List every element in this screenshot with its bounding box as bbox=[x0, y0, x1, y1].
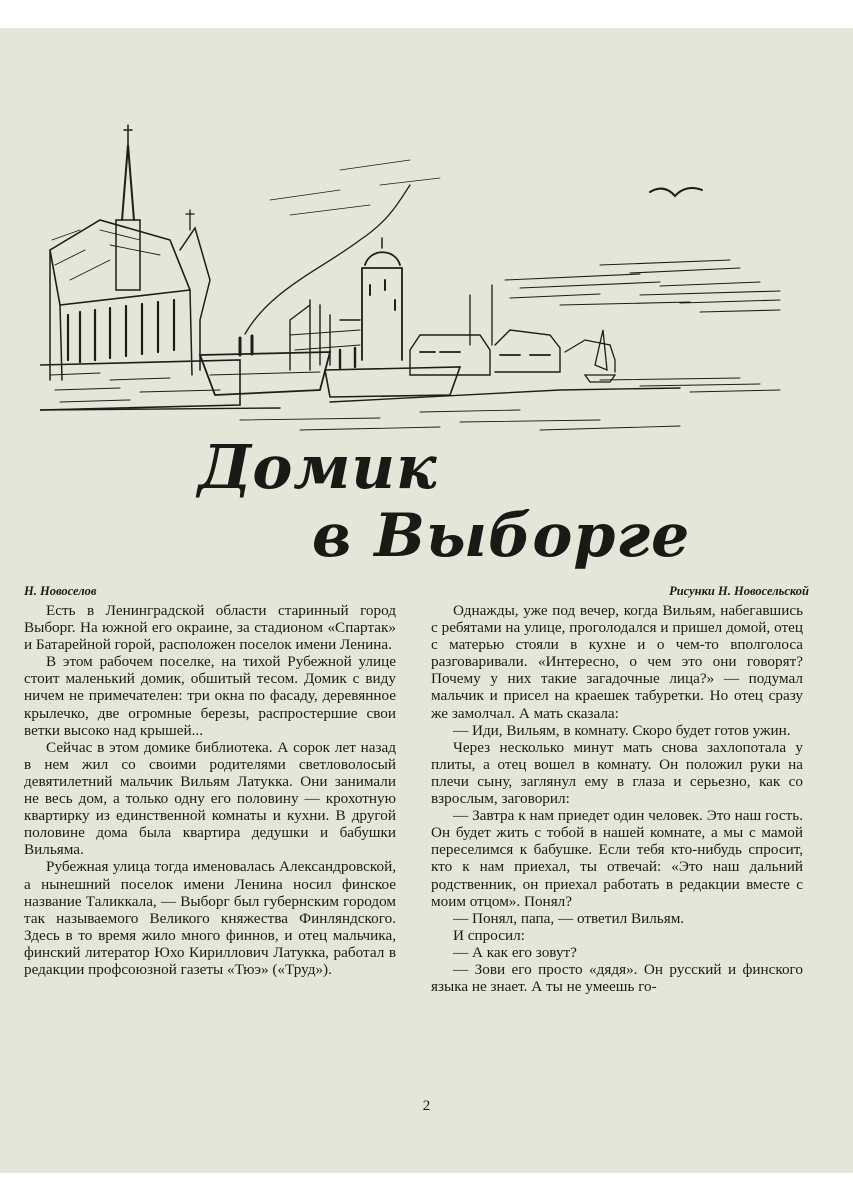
magazine-page bbox=[0, 28, 853, 1173]
author-byline: Н. Новоселов bbox=[24, 584, 97, 598]
paragraph: — Иди, Вильям, в комнату. Скоро будет готов ужин. bbox=[453, 721, 791, 739]
paragraph: Через несколько минут мать снова захлопотала у плиты, а отец вошел в комнату. Он положил руки на плечи сыну, заглянул ему в глаза и серьезно, как со взрослым, заговорил: bbox=[431, 738, 803, 808]
paragraph: И спросил: bbox=[453, 926, 525, 944]
article-title-line-1: Домик bbox=[198, 433, 438, 503]
paragraph: Сейчас в этом домике библиотека. А сорок лет назад в нем жил со своими родителями светловолосый девятилетний мальчик Вильям Латукка. Они занимали не весь дом, а только одну его половину — крохотную квартирку из единственной комнаты и кухни. В другой половине дома была квартира дедушки и бабушки Вильяма. bbox=[24, 738, 396, 859]
paragraph: — Завтра к нам приедет один человек. Это наш гость. Он будет жить с тобой в нашей комнате, а мы с мамой переселимся к бабушке. Если тебя кто-нибудь спросит, кто к нам приехал, ты отвечай: «Это наш дальний родственник, он приехал работать в редакции вместе с моим отцом». Понял? bbox=[431, 807, 803, 910]
paragraph: — Понял, папа, — ответил Вильям. bbox=[453, 909, 685, 927]
paragraph: Рубежная улица тогда именовалась Александровской, а нынешний поселок имени Ленина носил финское название Таликкала, — Выборг был губернским городом так называемого Великого княжества Финляндского. Здесь в то время жило много финнов, и отец мальчика, финский литератор Юхо Кириллович Латукка, работал в редакции профсоюзной газеты «Тюэ» («Труд»). bbox=[24, 858, 396, 978]
paragraph: В этом рабочем поселке, на тихой Рубежной улице стоит маленький домик, обшитый тесом. Домик с виду ничем не примечателен: три окна по фасаду, деревянное крылечко, две огромные березы, распростершие свои ветки высоко над крышей... bbox=[24, 653, 396, 739]
paragraph: Однажды, уже под вечер, когда Вильям, набегавшись с ребятами на улице, проголодался и пришел домой, отец с матерью стояли в кухне и о чем-то вполголоса разговаривали. «Интересно, о чем это они говорят? Почему у них такие загадочные лица?» — подумал мальчик и присел на краешек табуретки. Но отец сразу же замолчал. А мать сказала: bbox=[431, 602, 803, 722]
paragraph: — Зови его просто «дядя». Он русский и финского языка не знает. А ты не умеешь го- bbox=[431, 960, 803, 996]
paragraph: Есть в Ленинградской области старинный город Выборг. На южной его окраине, за стадионом «Спартак» и Батарейной горой, расположен поселок имени Ленина. bbox=[24, 602, 396, 654]
illustrator-byline: Рисунки Н. Новосельской bbox=[669, 584, 809, 598]
vyborg-harbor-illustration bbox=[40, 90, 800, 440]
paragraph: — А как его зовут? bbox=[453, 943, 577, 961]
right-column bbox=[431, 602, 803, 995]
page-number: 2 bbox=[422, 1098, 431, 1114]
article-title-line-2: в Выборге bbox=[312, 501, 691, 571]
left-column bbox=[24, 602, 396, 978]
